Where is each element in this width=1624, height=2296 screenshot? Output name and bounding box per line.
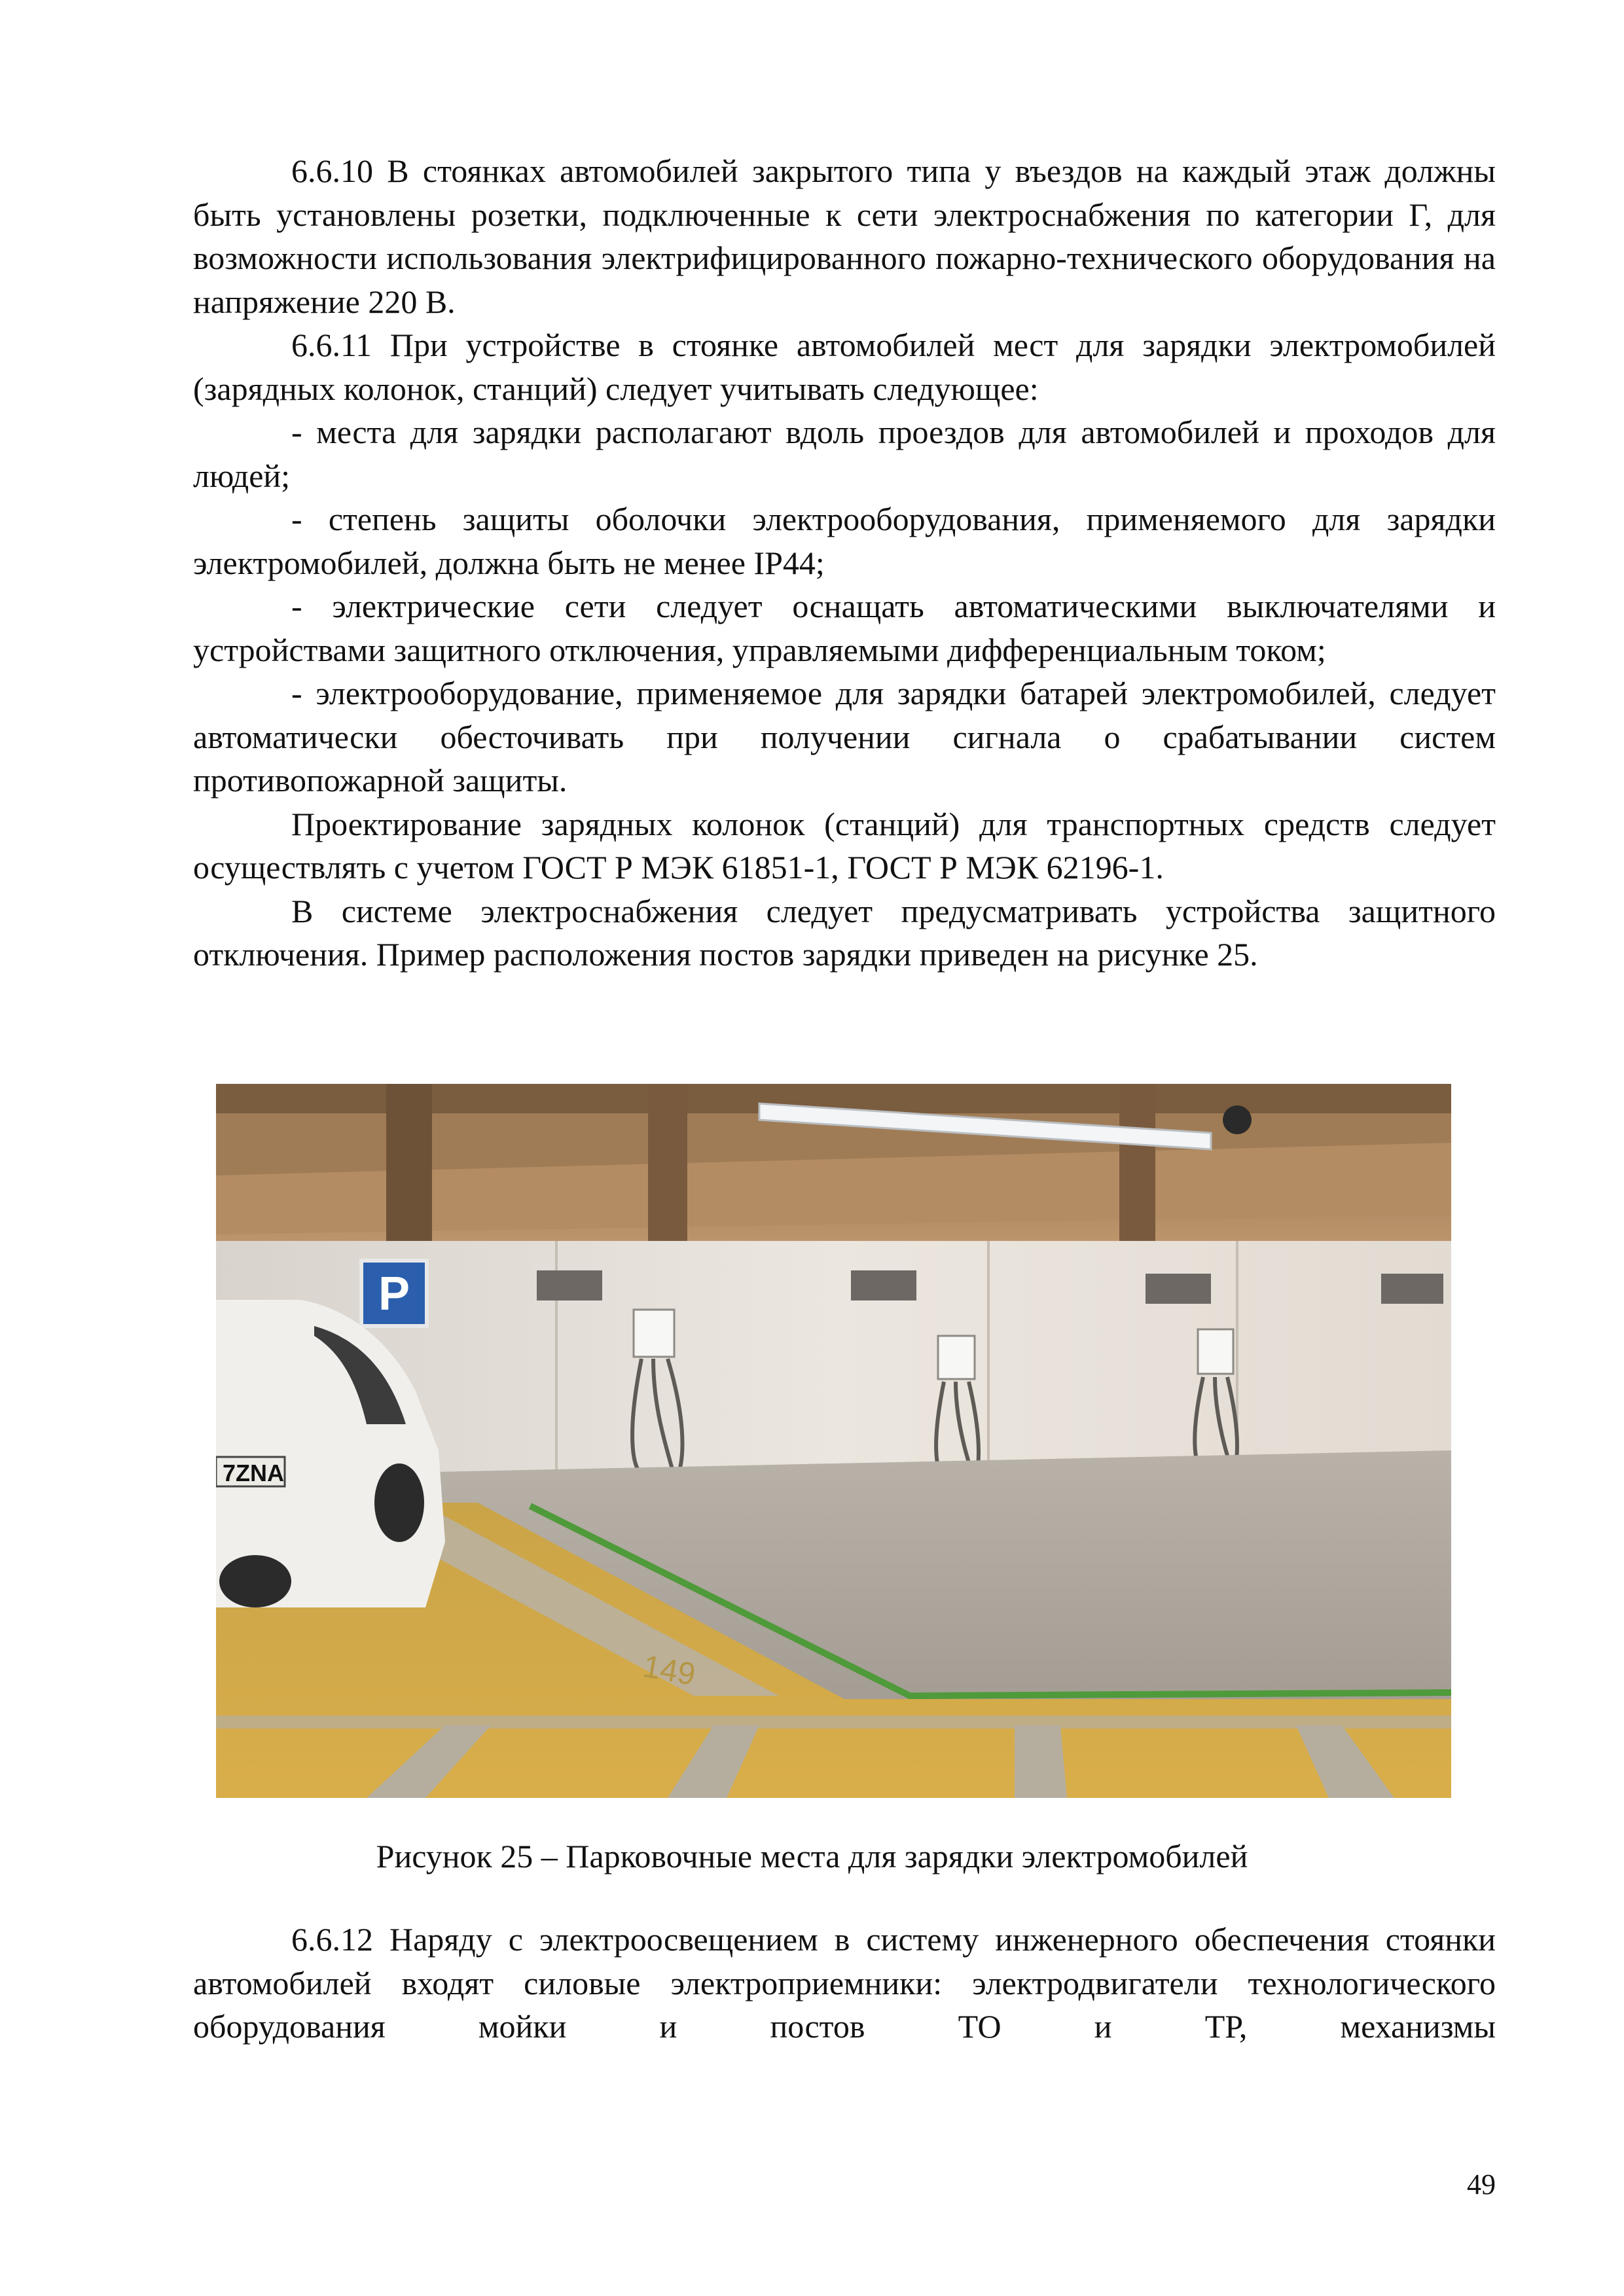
list-item-charging-location: - места для зарядки располагают вдоль проездов для автомобилей и проходов для людей;	[193, 414, 1496, 494]
paragraph-gost-design: Проектирование зарядных колонок (станций) для транспортных средств следует осуществлять с учетом ГОСТ Р МЭК 61851-1, ГОСТ Р МЭК 62196-1.	[193, 805, 1496, 886]
list-item-auto-shutdown: - электрооборудование, применяемое для зарядки батарей электромобилей, следует автоматически обесточивать при получении сигнала о срабатывании систем противопожарной защиты.	[193, 675, 1496, 798]
license-plate: 7ZNA	[223, 1460, 285, 1486]
paragraph-6-6-11: 6.6.11 При устройстве в стоянке автомобилей мест для зарядки электромобилей (зарядных колонок, станций) следует учитывать следующее:	[193, 327, 1496, 407]
parking-sign	[361, 1261, 427, 1326]
body-text-top	[193, 149, 1496, 977]
figure-caption: Рисунок 25 – Парковочные места для зарядки электромобилей	[376, 1838, 1248, 1874]
paragraph-6-6-12: 6.6.12 Наряду с электроосвещением в систему инженерного обеспечения стоянки автомобилей входят силовые электроприемники: электродвигатели технологического оборудования мойки и постов ТО и ТР, механизмы	[193, 1921, 1496, 2045]
paragraph-rcd: В системе электроснабжения следует предусматривать устройства защитного отключения. Пример расположения постов зарядки приведен на рисунке 25.	[193, 892, 1496, 973]
figure-25-photo	[216, 1084, 1451, 1798]
list-item-circuit-breakers: - электрические сети следует оснащать автоматическими выключателями и устройствами защитного отключения, управляемыми дифференциальным током;	[193, 588, 1496, 668]
paragraph-6-6-10: 6.6.10 В стоянках автомобилей закрытого типа у въездов на каждый этаж должны быть установлены розетки, подключенные к сети электроснабжения по категории Г, для возможности использования электрифицированного пожарно-технического оборудования на напряжение 220 В.	[193, 152, 1496, 320]
page-number: 49	[1467, 2168, 1496, 2200]
floor-number: 149	[640, 1649, 698, 1693]
parking-sign-letter: P	[378, 1268, 410, 1320]
body-text-bottom	[193, 1918, 1496, 2049]
list-item-protection-degree: - степень защиты оболочки электрооборудования, применяемого для зарядки электромобилей, должна быть не менее IP44;	[193, 501, 1496, 581]
